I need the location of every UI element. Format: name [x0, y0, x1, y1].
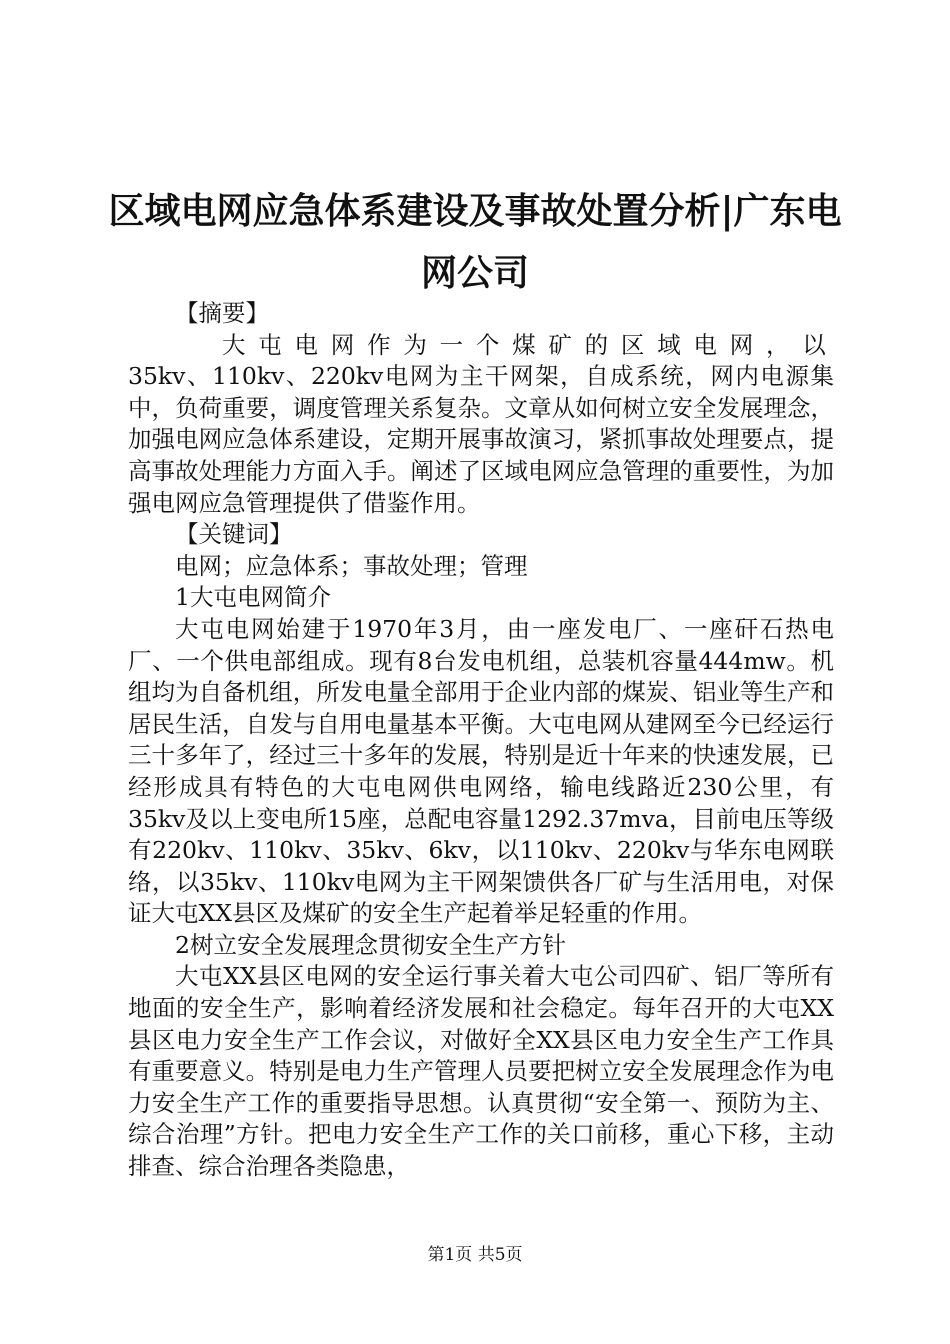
- abstract-lead-line: 大屯电网作为一个煤矿的区域电网，以: [222, 330, 834, 359]
- document-body: [128, 298, 834, 1183]
- keywords-heading: 【关键词】: [175, 520, 293, 549]
- section-2-paragraph: 大屯XX县区电网的安全运行事关着大屯公司四矿、铝厂等所有地面的安全生产，影响着经济发展和社会稳定。每年召开的大屯XX县区电力安全生产工作会议，对做好全XX县区电力安全生产工作具有重要意义。特别是电力生产管理人员要把树立安全发展理念作为电力安全生产工作的重要指导思想。认真贯彻“安全第一、预防为主、综合治理”方针。把电力安全生产工作的关口前移，重心下移，主动排查、综合治理各类隐患，: [128, 962, 834, 1181]
- keywords-list: 电网；应急体系；事故处理；管理: [175, 551, 528, 580]
- abstract-paragraph: 35kv、110kv、220kv电网为主干网架，自成系统，网内电源集中，负荷重要，调度管理关系复杂。文章从如何树立安全发展理念，加强电网应急体系建设，定期开展事故演习，紧抓事故处理要点，提高事故处理能力方面入手。阐述了区域电网应急管理的重要性，为加强电网应急管理提供了借鉴作用。: [128, 362, 834, 517]
- section-1-paragraph: 大屯电网始建于1970年3月，由一座发电厂、一座矸石热电厂、一个供电部组成。现有8台发电机组，总装机容量444mw。机组均为自备机组，所发电量全部用于企业内部的煤炭、铝业等生产和居民生活，自发与自用电量基本平衡。大屯电网从建网至今已经运行三十多年了，经过三十多年的发展，特别是近十年来的快速发展，已经形成具有特色的大屯电网供电网络，输电线路近230公里，有35kv及以上变电所15座，总配电容量1292.37mva，目前电压等级有220kv、110kv、35kv、6kv，以110kv、220kv与华东电网联络，以35kv、110kv电网为主干网架馈供各厂矿与生活用电，对保证大屯XX县区及煤矿的安全生产起着举足轻重的作用。: [128, 614, 834, 928]
- page-footer: 第1页 共5页: [427, 1245, 523, 1265]
- abstract-heading: 【摘要】: [175, 299, 269, 327]
- document-title: 区域电网应急体系建设及事故处置分析|广东电网公司: [108, 190, 842, 294]
- section-2-heading: 2树立安全发展理念贯彻安全生产方针: [175, 930, 566, 959]
- section-1-heading: 1大屯电网简介: [175, 583, 331, 612]
